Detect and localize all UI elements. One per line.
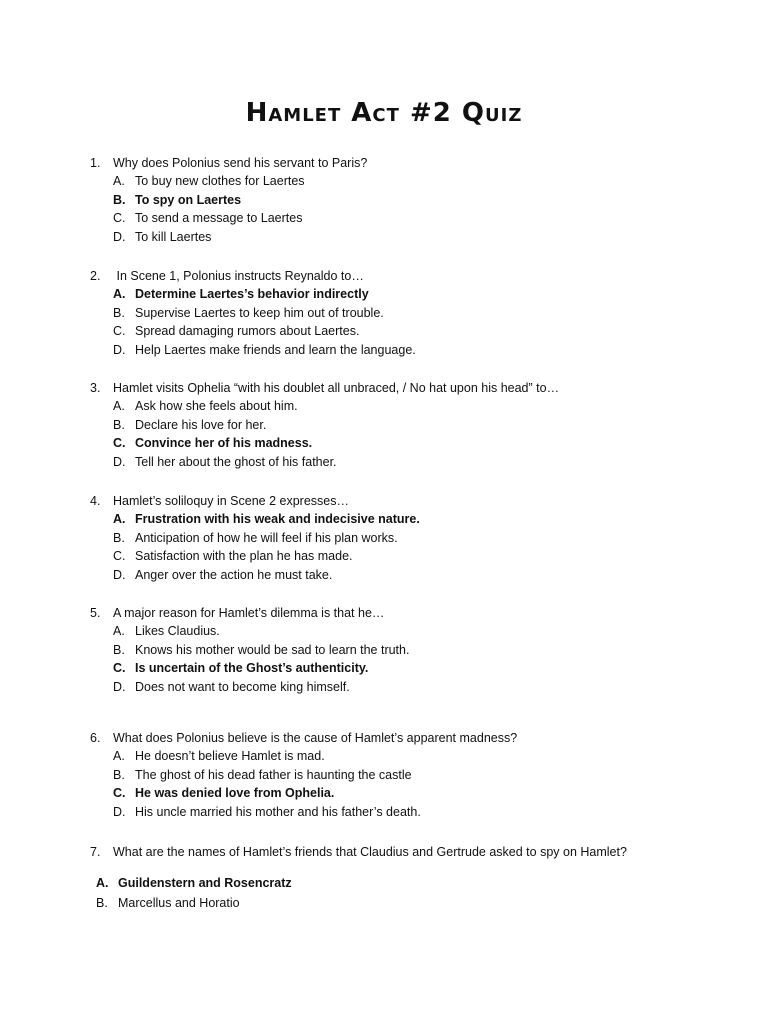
question-text [90,604,710,622]
question-text [90,379,710,397]
answer-option [90,566,710,585]
question-2 [90,267,710,360]
option-text: Declare his love for her. [135,417,267,432]
answer-option-correct [90,434,710,453]
option-text: His uncle married his mother and his father’s death. [135,805,421,820]
question-number: 1. [90,156,101,170]
option-text: To buy new clothes for Laertes [135,174,305,188]
option-letter: B. [113,767,125,782]
answer-option [90,678,710,697]
option-letter: D. [113,230,126,245]
option-text: Help Laertes make friends and learn the language. [135,343,416,358]
answer-option [90,228,710,247]
option-letter: A. [113,399,125,413]
question-number: 7. [90,845,101,859]
option-letter: B. [113,530,125,545]
question-prompt: Hamlet’s soliloquy in Scene 2 expresses… [113,494,349,508]
answer-option-correct [90,510,710,529]
question-number: 4. [90,494,101,508]
quiz-title: Hamlet Act #2 Quiz [245,98,523,128]
option-text: Likes Claudius. [135,624,220,638]
option-text: Supervise Laertes to keep him out of trouble. [135,305,384,320]
answer-option [90,622,710,641]
question-number: 3. [90,381,101,395]
option-text: To spy on Laertes [135,192,242,207]
option-letter: C. [113,324,126,339]
option-letter: A. [113,512,126,526]
option-letter: A. [113,287,126,301]
option-text: Is uncertain of the Ghost’s authenticity. [135,661,369,676]
question-6 [90,729,710,822]
option-letter: C. [113,786,126,801]
option-letter: A. [96,876,109,890]
option-letter: B. [113,642,125,657]
option-letter: A. [113,749,125,763]
question-3 [90,379,710,472]
question-number: 2. [90,269,101,283]
option-text: He doesn’t believe Hamlet is mad. [135,749,325,763]
question-4 [90,492,710,585]
option-text: Guildenstern and Rosencratz [118,876,292,890]
question-5 [90,604,710,697]
option-text: Spread damaging rumors about Laertes. [135,324,360,339]
answer-option-correct [90,784,710,803]
answer-option [90,209,710,228]
question-text [90,843,710,861]
answer-option-correct [90,191,710,210]
answer-option-correct [96,873,292,893]
answer-option [90,747,710,766]
answer-option [90,172,710,191]
option-letter: B. [113,305,125,320]
answer-option [96,893,292,913]
option-letter: B. [113,417,125,432]
question-7-options [96,873,292,913]
option-letter: A. [113,624,125,638]
answer-option [90,641,710,660]
question-prompt: A major reason for Hamlet’s dilemma is that he… [113,606,385,620]
option-text: To kill Laertes [135,230,212,245]
answer-option [90,322,710,341]
question-prompt: What are the names of Hamlet’s friends that Claudius and Gertrude asked to spy on Hamlet? [113,845,627,859]
option-text: Ask how she feels about him. [135,399,298,413]
question-text [90,492,710,510]
option-letter: D. [113,568,126,583]
answer-option-correct [90,285,710,304]
question-prompt: Why does Polonius send his servant to Paris? [113,156,368,170]
option-text: Knows his mother would be sad to learn the truth. [135,642,410,657]
answer-option [90,529,710,548]
answer-option [90,766,710,785]
option-letter: C. [113,211,126,226]
option-text: To send a message to Laertes [135,211,303,226]
question-prompt: What does Polonius believe is the cause of Hamlet’s apparent madness? [113,731,518,745]
question-number: 5. [90,606,101,620]
option-letter: C. [113,436,126,451]
answer-option [90,341,710,360]
option-letter: D. [113,680,126,695]
question-prompt: In Scene 1, Polonius instructs Reynaldo to… [113,269,364,283]
option-text: Marcellus and Horatio [118,896,240,910]
question-7 [90,843,710,861]
option-letter: D. [113,805,126,820]
answer-option [90,304,710,323]
question-1 [90,154,710,247]
answer-option-correct [90,659,710,678]
answer-option [90,453,710,472]
question-number: 6. [90,731,101,745]
option-letter: A. [113,174,125,188]
answer-option [90,547,710,566]
option-text: Determine Laertes’s behavior indirectly [135,287,369,301]
option-letter: D. [113,343,126,358]
option-text: Convince her of his madness. [135,436,313,451]
question-text [90,267,710,285]
question-prompt: Hamlet visits Ophelia “with his doublet all unbraced, / No hat upon his head” to… [113,381,560,395]
option-letter: C. [113,661,126,676]
option-letter: C. [113,549,126,564]
option-text: He was denied love from Ophelia. [135,786,335,801]
option-letter: B. [96,896,108,910]
option-text: Anger over the action he must take. [135,568,333,583]
option-text: Does not want to become king himself. [135,680,350,695]
question-text [90,729,710,747]
answer-option [90,397,710,416]
option-text: Tell her about the ghost of his father. [135,455,337,470]
option-text: The ghost of his dead father is haunting the castle [135,767,412,782]
question-text [90,154,710,172]
option-text: Frustration with his weak and indecisive nature. [135,512,420,526]
answer-option [90,803,710,822]
option-text: Satisfaction with the plan he has made. [135,549,353,564]
option-letter: D. [113,455,126,470]
answer-option [90,416,710,435]
option-letter: B. [113,192,126,207]
option-text: Anticipation of how he will feel if his plan works. [135,530,398,545]
